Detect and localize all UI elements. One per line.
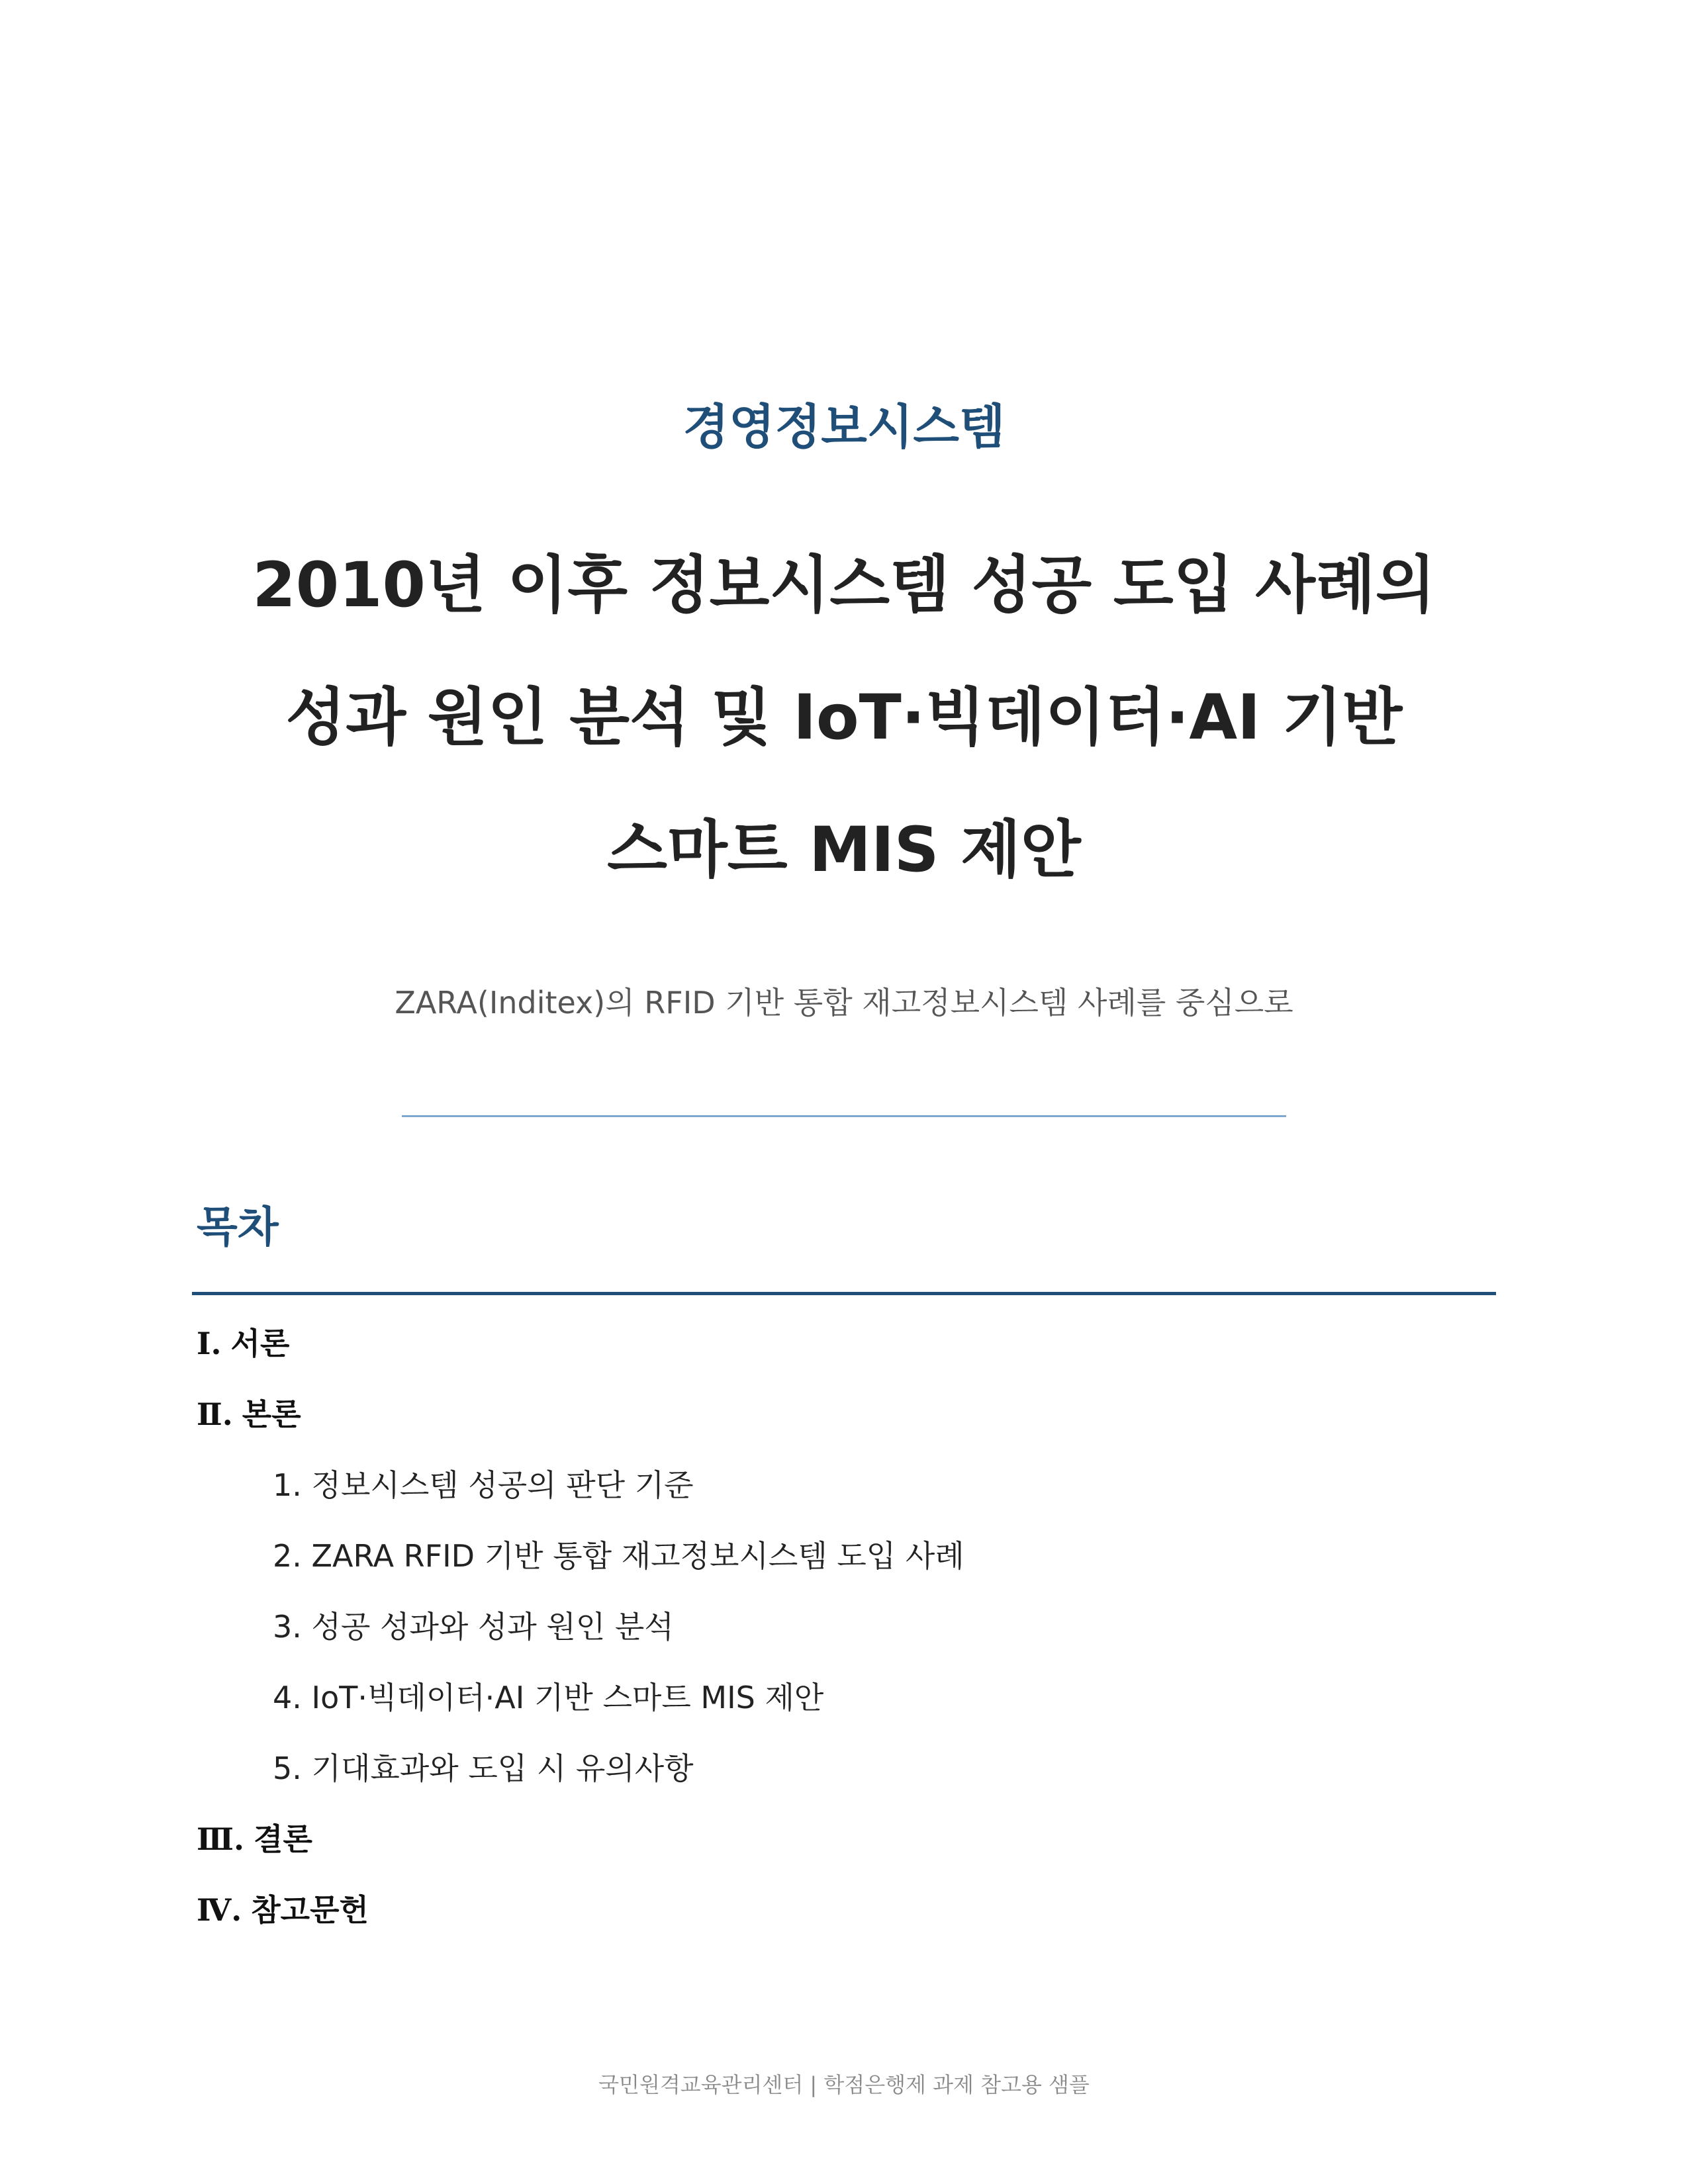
toc-numeral: Ⅳ. [197, 1892, 242, 1928]
toc-numeral: Ⅲ. [197, 1821, 245, 1857]
toc-numeral: Ⅱ. [197, 1396, 233, 1432]
page-footer: 국민원격교육관리센터 | 학점은행제 과제 참고용 샘플 [598, 2072, 1090, 2097]
toc-numeral: Ⅰ. [197, 1326, 222, 1361]
document-title [0, 539, 1688, 936]
toc-item-zara-case: 2. ZARA RFID 기반 통합 재고정보시스템 도입 사례 [273, 1538, 964, 1574]
toc-label: 본론 [242, 1396, 301, 1432]
table-of-contents [197, 1314, 1487, 1951]
title-line-2: 성과 원인 분석 및 IoT·빅데이터·AI 기반 [285, 682, 1403, 754]
toc-item-body [197, 1385, 1487, 1455]
toc-item-expected-effects: 5. 기대효과와 도입 시 유의사항 [273, 1751, 694, 1786]
toc-label: 참고문헌 [251, 1892, 369, 1928]
toc-heading: 목차 [197, 1203, 279, 1252]
toc-divider [192, 1292, 1496, 1295]
title-line-3: 스마트 MIS 제안 [607, 814, 1081, 886]
document-subtitle: ZARA(Inditex)의 RFID 기반 통합 재고정보시스템 사례를 중심으로 [395, 985, 1293, 1021]
title-line-1: 2010년 이후 정보시스템 성공 도입 사례의 [252, 549, 1436, 621]
toc-item-introduction [197, 1314, 1487, 1385]
toc-label: 서론 [230, 1326, 290, 1361]
toc-item-references [197, 1880, 1487, 1951]
title-divider [402, 1115, 1286, 1117]
toc-item-success-criteria: 1. 정보시스템 성공의 판단 기준 [273, 1467, 694, 1503]
course-subject: 경영정보시스템 [682, 399, 1006, 455]
toc-item-smart-mis-proposal: 4. IoT·빅데이터·AI 기반 스마트 MIS 제안 [273, 1680, 824, 1715]
toc-label: 결론 [254, 1821, 312, 1857]
toc-item-conclusion [197, 1809, 1487, 1880]
toc-item-outcome-analysis: 3. 성공 성과와 성과 원인 분석 [273, 1609, 674, 1645]
